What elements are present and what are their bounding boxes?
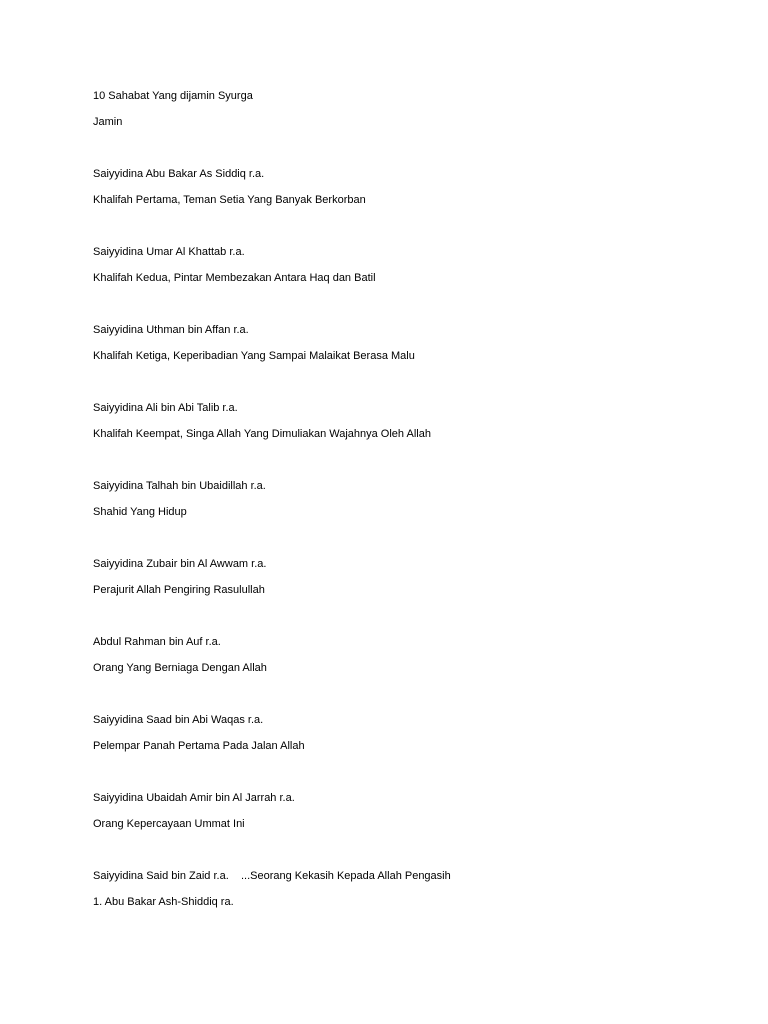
entry-description: 1. Abu Bakar Ash-Shiddiq ra. [93, 896, 234, 908]
entry-name: Saiyyidina Ali bin Abi Talib r.a. [93, 402, 238, 414]
entry-2 [93, 244, 733, 286]
entry-7 [93, 634, 733, 676]
entry-description: Pelempar Panah Pertama Pada Jalan Allah [93, 740, 305, 752]
entry-8 [93, 712, 733, 754]
entry-name: Abdul Rahman bin Auf r.a. [93, 636, 221, 648]
entry-1 [93, 166, 733, 208]
entry-description: Shahid Yang Hidup [93, 506, 187, 518]
entry-name: Saiyyidina Zubair bin Al Awwam r.a. [93, 558, 267, 570]
entry-name: Saiyyidina Ubaidah Amir bin Al Jarrah r.a. [93, 792, 295, 804]
entry-6 [93, 556, 733, 598]
entry-description: Orang Yang Berniaga Dengan Allah [93, 662, 267, 674]
document-body [93, 88, 733, 910]
entry-description: Khalifah Pertama, Teman Setia Yang Banyak Berkorban [93, 194, 366, 206]
entry-name: Saiyyidina Umar Al Khattab r.a. [93, 246, 245, 258]
entry-description: Khalifah Keempat, Singa Allah Yang Dimuliakan Wajahnya Oleh Allah [93, 428, 431, 440]
document-title: 10 Sahabat Yang dijamin Syurga [93, 90, 253, 102]
document-subtitle: Jamin [93, 116, 123, 128]
entry-description: Khalifah Ketiga, Keperibadian Yang Sampai Malaikat Berasa Malu [93, 350, 415, 362]
entry-name: Saiyyidina Abu Bakar As Siddiq r.a. [93, 168, 265, 180]
entry-9 [93, 790, 733, 832]
entry-description: Khalifah Kedua, Pintar Membezakan Antara Haq dan Batil [93, 272, 376, 284]
entry-name: Saiyyidina Talhah bin Ubaidillah r.a. [93, 480, 266, 492]
entry-5 [93, 478, 733, 520]
entry-3 [93, 322, 733, 364]
entry-description: Perajurit Allah Pengiring Rasulullah [93, 584, 265, 596]
entry-10 [93, 868, 733, 910]
entry-4 [93, 400, 733, 442]
entry-description: Orang Kepercayaan Ummat Ini [93, 818, 245, 830]
entry-name: Saiyyidina Said bin Zaid r.a. ...Seorang Kekasih Kepada Allah Pengasih [93, 870, 451, 882]
entry-name: Saiyyidina Uthman bin Affan r.a. [93, 324, 249, 336]
entry-name: Saiyyidina Saad bin Abi Waqas r.a. [93, 714, 264, 726]
